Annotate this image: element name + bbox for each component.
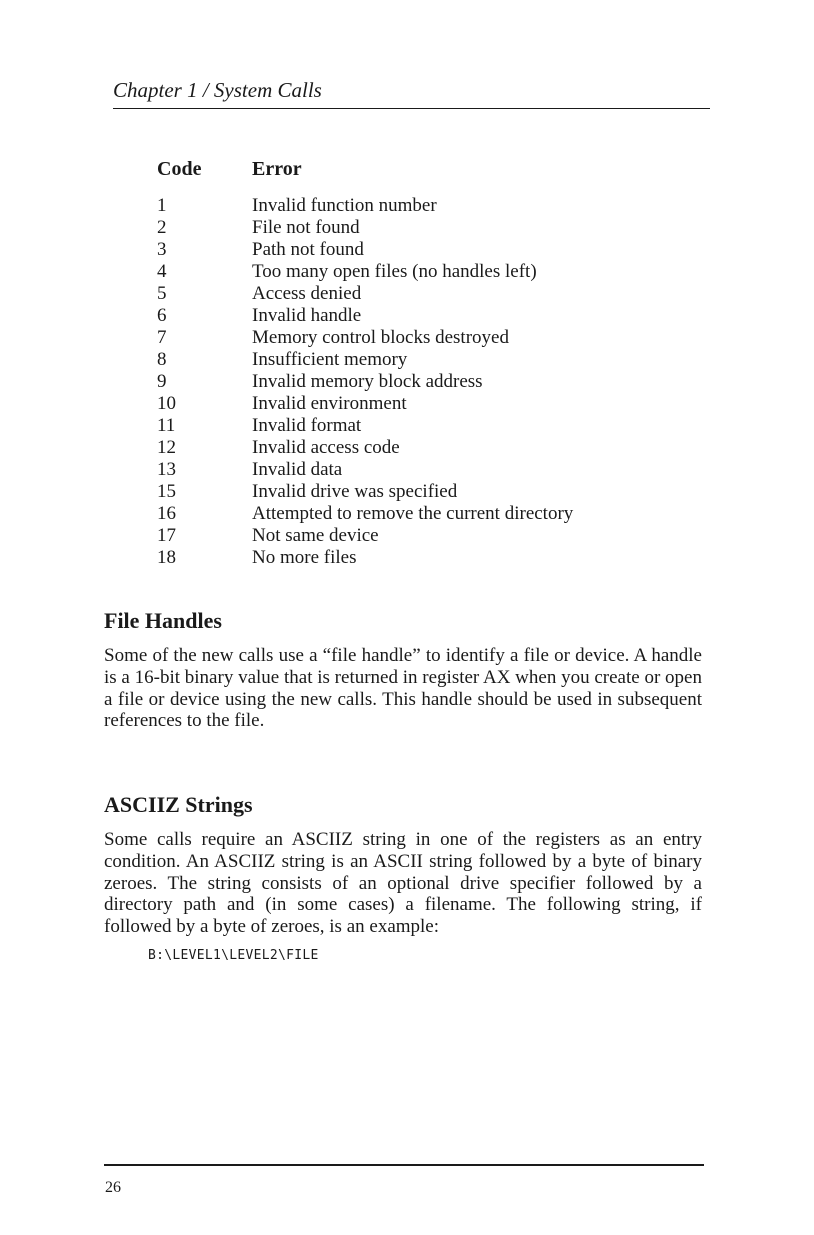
table-row xyxy=(157,217,573,239)
error-code-table xyxy=(157,158,573,569)
error-code: 12 xyxy=(157,437,176,458)
column-header-error: Error xyxy=(252,158,302,180)
error-description: Invalid data xyxy=(252,459,343,480)
table-row xyxy=(157,261,573,283)
table-row xyxy=(157,437,573,459)
footer-rule xyxy=(104,1164,704,1166)
error-description: Invalid handle xyxy=(252,305,362,326)
section-heading-asciiz-strings: ASCIIZ Strings xyxy=(104,792,253,817)
error-description: Path not found xyxy=(252,239,364,260)
table-row xyxy=(157,349,573,371)
error-description: Attempted to remove the current directory xyxy=(252,503,574,524)
column-header-code: Code xyxy=(157,158,202,180)
header-rule xyxy=(113,108,710,109)
error-code: 6 xyxy=(157,305,167,326)
error-code: 8 xyxy=(157,349,167,370)
error-description: No more files xyxy=(252,547,357,568)
error-code: 2 xyxy=(157,217,167,238)
error-description: Memory control blocks destroyed xyxy=(252,327,509,348)
error-code: 7 xyxy=(157,327,167,348)
error-description: Not same device xyxy=(252,525,379,546)
table-row xyxy=(157,481,573,503)
error-code: 4 xyxy=(157,261,167,282)
table-row xyxy=(157,283,573,305)
error-description: Invalid drive was specified xyxy=(252,481,458,502)
table-row xyxy=(157,547,573,569)
error-description: File not found xyxy=(252,217,360,238)
table-row xyxy=(157,525,573,547)
error-description: Invalid environment xyxy=(252,393,407,414)
error-code: 3 xyxy=(157,239,167,260)
error-code: 17 xyxy=(157,525,176,546)
error-code: 16 xyxy=(157,503,176,524)
error-code: 11 xyxy=(157,415,176,436)
error-description: Invalid access code xyxy=(252,437,400,458)
error-description: Insufficient memory xyxy=(252,349,408,370)
table-row xyxy=(157,415,573,437)
table-header-row xyxy=(157,158,573,184)
error-description: Invalid memory block address xyxy=(252,371,483,392)
error-code: 10 xyxy=(157,393,176,414)
file-handles-paragraph: Some of the new calls use a “file handle” to identify a file or device. A handle is a 16-bit binary value that is returned in register AX when you create or open a file or device using the new calls. This handle should be used in subsequent references to the file. xyxy=(104,645,702,732)
error-code: 15 xyxy=(157,481,176,502)
asciiz-example-code: B:\LEVEL1\LEVEL2\FILE xyxy=(148,948,319,963)
table-row xyxy=(157,195,573,217)
table-row xyxy=(157,327,573,349)
table-row xyxy=(157,305,573,327)
asciiz-strings-paragraph: Some calls require an ASCIIZ string in one of the registers as an entry condition. An ASCIIZ string is an ASCII string followed by a byte of binary zeroes. The string consists of an optional drive specifier followed by a directory path and (in some cases) a filename. The following string, if followed by a byte of zeroes, is an example: xyxy=(104,829,702,938)
error-description: Invalid format xyxy=(252,415,362,436)
error-code: 13 xyxy=(157,459,176,480)
table-row xyxy=(157,239,573,261)
error-description: Invalid function number xyxy=(252,195,437,216)
error-description: Access denied xyxy=(252,283,362,304)
table-row xyxy=(157,371,573,393)
section-heading-file-handles: File Handles xyxy=(104,608,222,633)
running-head: Chapter 1 / System Calls xyxy=(113,78,322,102)
table-row xyxy=(157,503,573,525)
error-code: 18 xyxy=(157,547,176,568)
page-number: 26 xyxy=(105,1179,121,1196)
table-row xyxy=(157,393,573,415)
error-description: Too many open files (no handles left) xyxy=(252,261,537,282)
error-code: 1 xyxy=(157,195,167,216)
error-code: 5 xyxy=(157,283,167,304)
table-row xyxy=(157,459,573,481)
error-code: 9 xyxy=(157,371,167,392)
